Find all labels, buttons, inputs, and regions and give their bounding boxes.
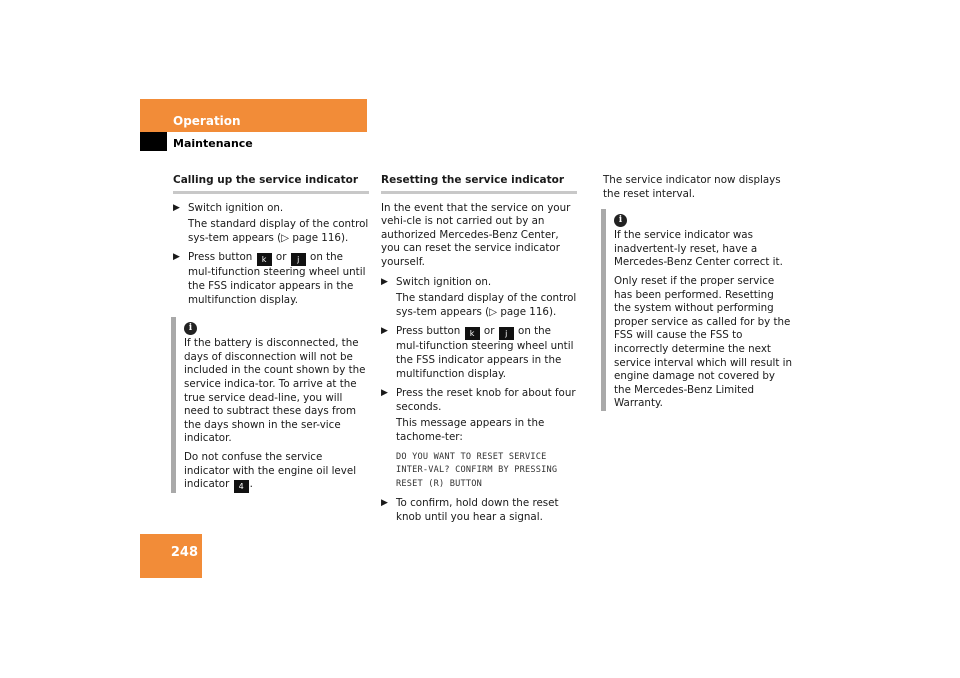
step-text: Press button	[396, 325, 461, 338]
step-text: Press button	[188, 251, 253, 264]
down-button-icon: j	[499, 327, 514, 340]
step-text: or	[275, 251, 287, 264]
intro-text: In the event that the service on your vehi-cle is not carried out by an authorized Mercedes-Benz Center, you can reset the service indicator yourself.	[381, 201, 571, 268]
note-text: If the service indicator was inadvertent-ly reset, have a Mercedes-Benz Center correct it.	[614, 229, 783, 269]
arrow-icon: ▶	[173, 252, 180, 263]
arrow-icon: ▶	[381, 276, 388, 287]
info-note-battery	[171, 317, 369, 493]
step-text: or	[483, 325, 495, 338]
step-ignition	[173, 202, 369, 216]
arrow-icon: ▶	[173, 202, 180, 213]
step-text: Switch ignition on.	[188, 201, 284, 214]
step-text: Press the reset knob for about four seconds.	[396, 387, 576, 413]
result-text: The service indicator now displays the reset interval.	[603, 174, 781, 200]
down-button-icon: j	[291, 253, 306, 266]
step-press-button	[173, 251, 369, 307]
step-confirm	[381, 497, 577, 524]
step-detail: The standard display of the control sys-tem appears (▷ page 116).	[188, 218, 369, 244]
step-detail: This message appears in the tachome-ter:	[396, 417, 545, 443]
up-button-icon: k	[465, 327, 480, 340]
info-note-reset	[601, 209, 793, 411]
note-text: Do not confuse the service indicator with the engine oil level indicator	[184, 450, 357, 491]
arrow-icon: ▶	[381, 326, 388, 337]
step-press-button	[381, 325, 577, 381]
step-reset-knob	[381, 387, 577, 414]
step-detail: The standard display of the control sys-tem appears (▷ page 116).	[396, 292, 577, 318]
step-ignition	[381, 276, 577, 290]
step-text: on the mul-tifunction steering wheel until the FSS indicator appears in the multifunction display.	[188, 251, 366, 306]
page-number: 248	[170, 545, 198, 560]
column-resetting	[381, 174, 577, 527]
info-icon: i	[614, 214, 627, 227]
note-text: If the battery is disconnected, the days of disconnection will not be included in the count shown by the service indica-tor. To arrive at the true service dead-line, you will need to subtract these days from the days shown in the ser-vice indicator.	[184, 337, 366, 445]
heading-resetting: Resetting the service indicator	[381, 174, 577, 194]
note-text: Only reset if the proper service has been performed. Resetting the system without performing proper service as called for by the FSS will cause the FSS to incorrectly determine the next service interval which will result in engine damage not covered by the Mercedes-Benz Limited Warranty.	[614, 274, 793, 410]
step-text: on the mul-tifunction steering wheel until the FSS indicator appears in the multifunction display.	[396, 325, 574, 380]
arrow-icon: ▶	[381, 388, 388, 399]
arrow-icon: ▶	[381, 498, 388, 508]
step-text: To confirm, hold down the reset knob until you hear a signal.	[396, 497, 559, 523]
column-calling-up	[173, 174, 369, 498]
heading-calling-up: Calling up the service indicator	[173, 174, 369, 194]
info-icon: i	[184, 322, 197, 335]
step-text: Switch ignition on.	[396, 275, 492, 288]
header-marker	[140, 132, 167, 151]
section-subtitle: Maintenance	[173, 137, 253, 150]
oil-level-icon: 4	[234, 480, 249, 493]
up-button-icon: k	[257, 253, 272, 266]
note-text-oil: Do not confuse the service indicator with the engine oil level indicator 4 .	[184, 450, 357, 492]
section-title: Operation	[173, 114, 241, 128]
display-message: DO YOU WANT TO RESET SERVICE INTER-VAL? CONFIRM BY PRESSING RESET (R) BUTTON	[396, 451, 558, 489]
column-result	[603, 174, 793, 416]
